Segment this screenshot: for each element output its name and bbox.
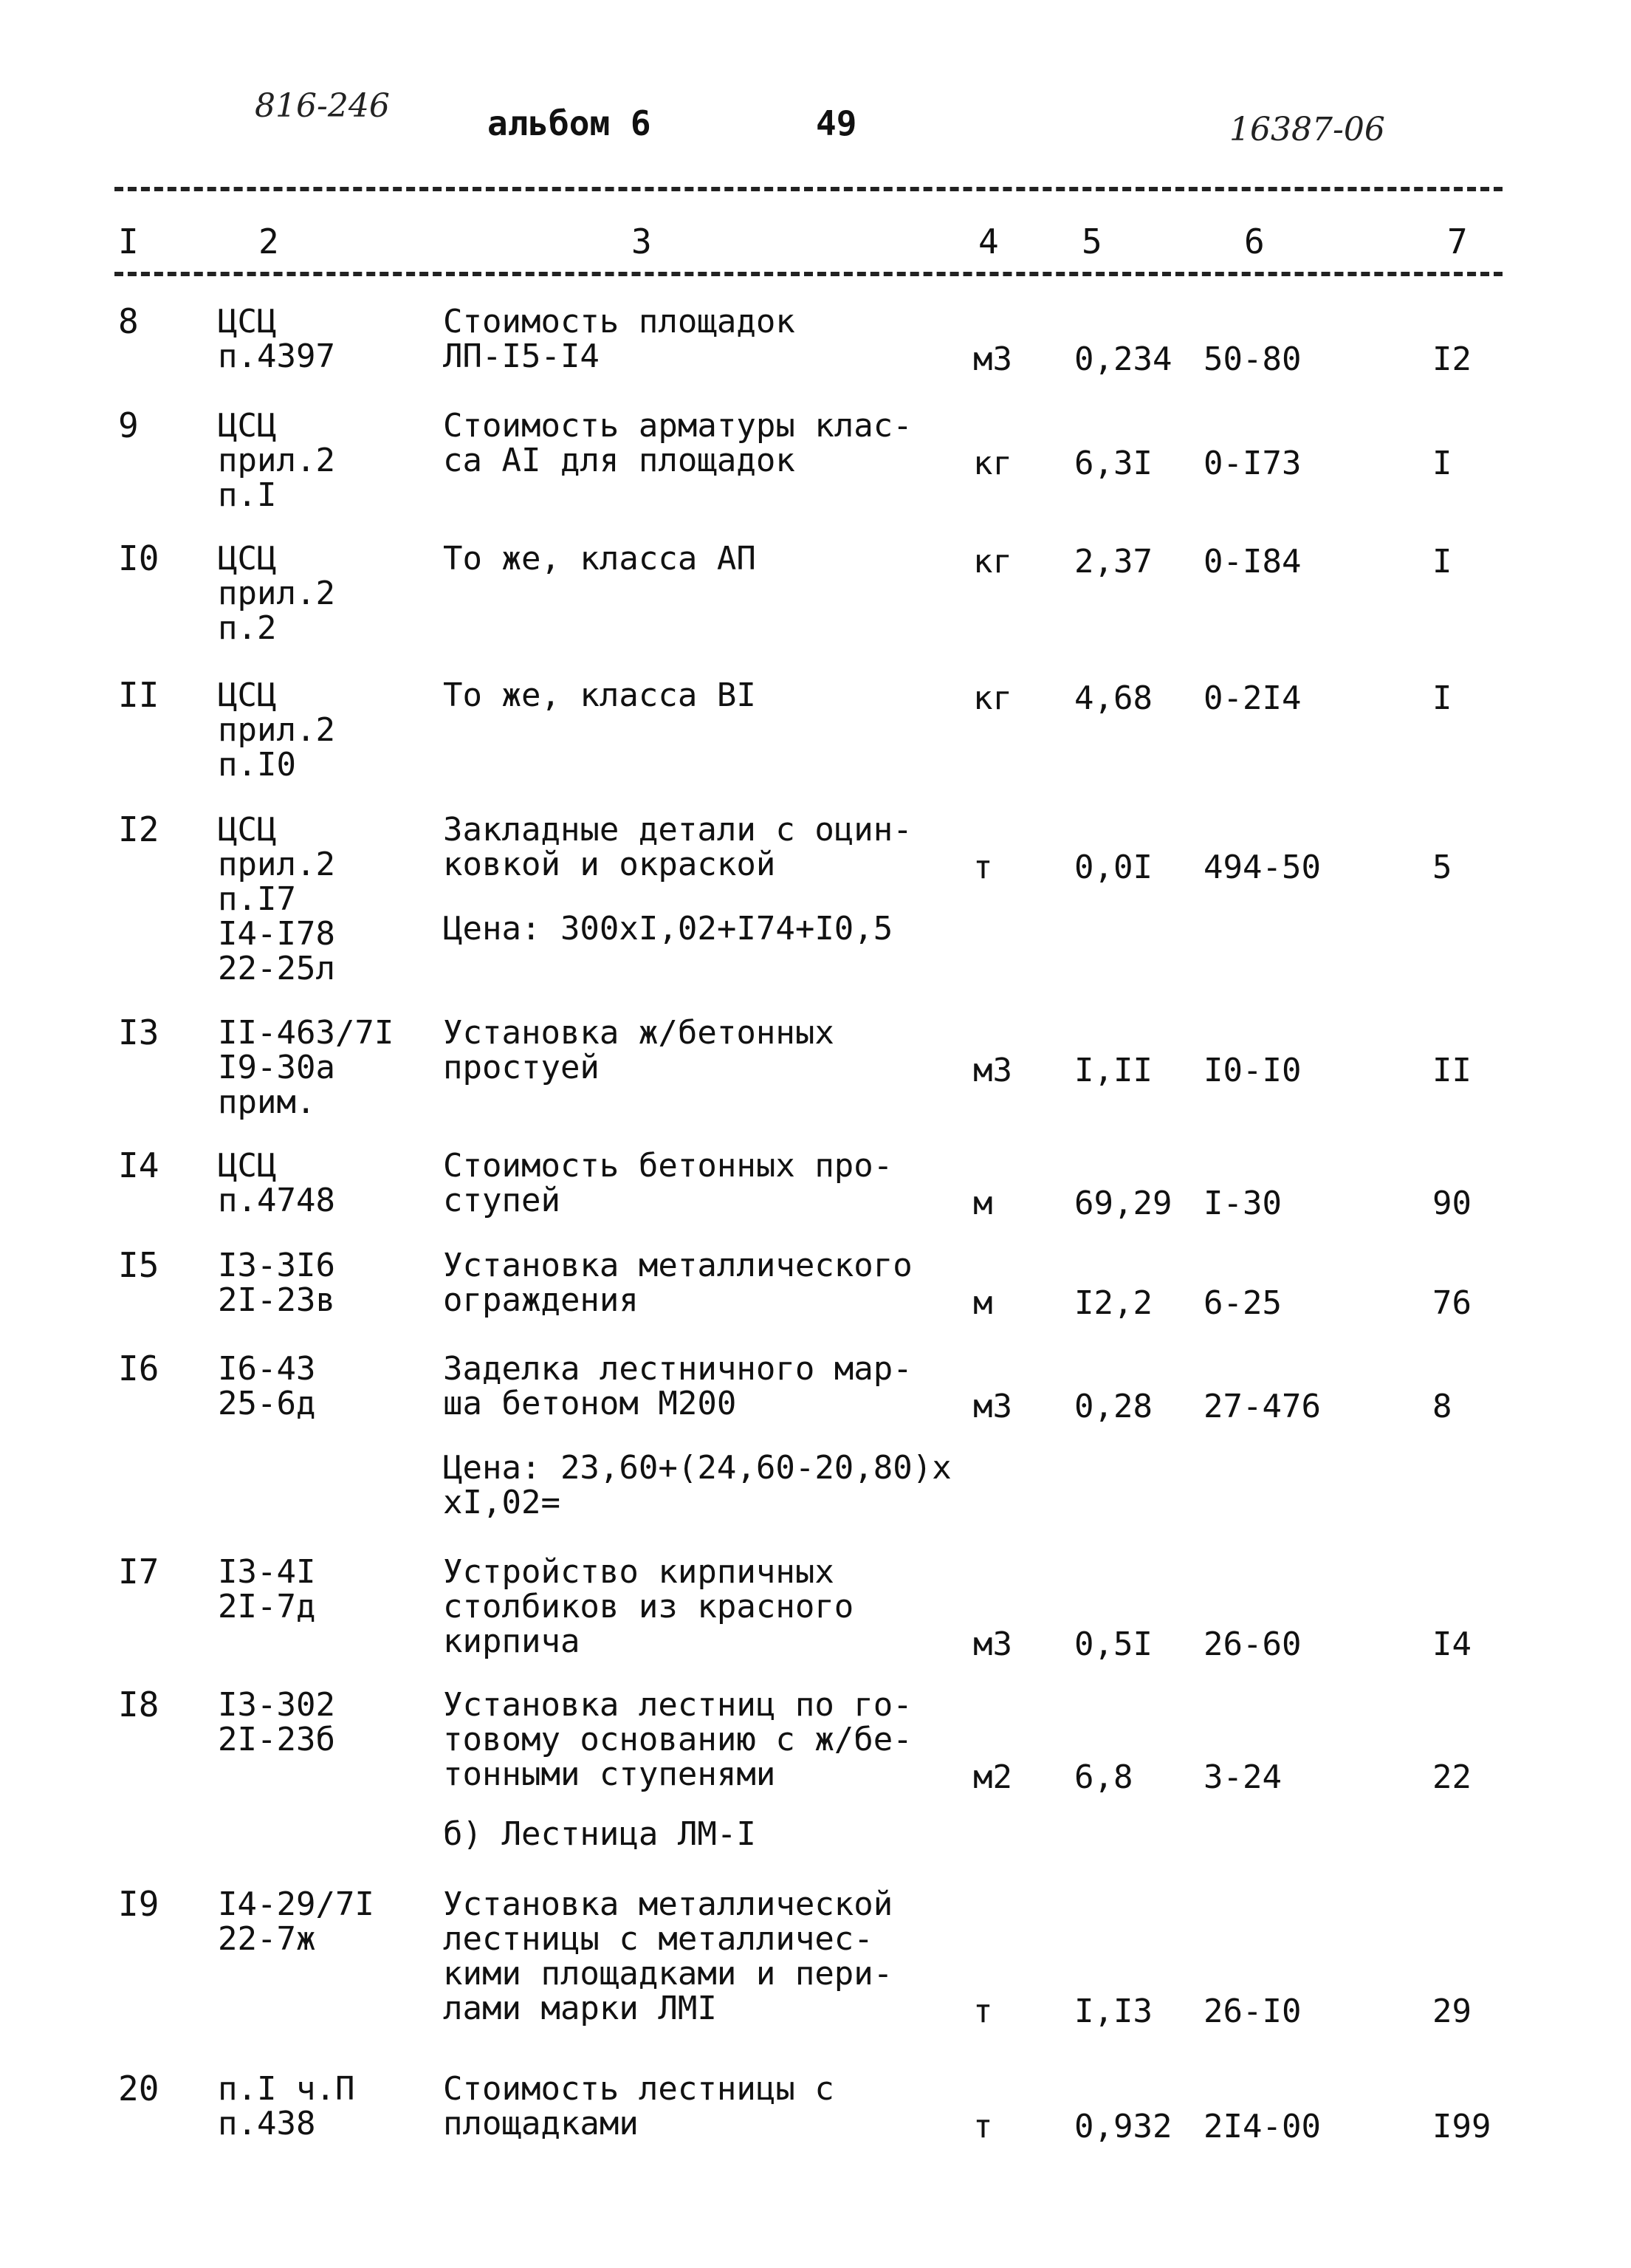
row-description: Установка металлического ограждения [443, 1247, 913, 1319]
row-description: Стоимость бетонных про- ступей [443, 1147, 893, 1219]
row-unit: т [973, 2108, 993, 2145]
row-unit: м [973, 1185, 993, 1222]
row-unit-price: 6-25 [1203, 1284, 1282, 1322]
row-number: I0 [118, 538, 159, 578]
row-total: II [1432, 1052, 1472, 1089]
row-number: 20 [118, 2069, 159, 2108]
row-unit: м [973, 1284, 993, 1322]
row-code: ЦСЦ прил.2 п.I [218, 407, 335, 514]
row-quantity: 0,0I [1074, 849, 1153, 886]
row-total: I99 [1432, 2108, 1491, 2145]
row-code: I3-302 2I-23б [218, 1686, 335, 1758]
row-code: I3-4I 2I-7д [218, 1553, 316, 1625]
row-number: I6 [118, 1349, 159, 1388]
col-header-7: 7 [1447, 222, 1468, 261]
row-description: Установка лестниц по го- товому основанию с ж/бе- тонными ступенями [443, 1686, 913, 1793]
row-code: п.I ч.П п.438 [218, 2070, 355, 2142]
row-quantity: 0,932 [1074, 2108, 1172, 2145]
row-unit-price: 3-24 [1203, 1758, 1282, 1796]
section-heading: б) Лестница ЛМ-I [443, 1815, 756, 1853]
row-description: Заделка лестничного мар- ша бетоном М200 [443, 1350, 913, 1422]
row-description: Установка ж/бетонных простуей [443, 1014, 834, 1086]
row-unit: т [973, 849, 993, 886]
row-code: ЦСЦ п.4397 [218, 303, 335, 375]
row-description: Стоимость площадок ЛП-I5-I4 [443, 303, 795, 375]
col-header-5: 5 [1082, 222, 1102, 261]
row-number: 8 [118, 301, 139, 341]
row-total: 90 [1432, 1185, 1472, 1222]
row-total: 22 [1432, 1758, 1472, 1796]
row-description: Стоимость арматуры клас- са AI для площадок [443, 407, 913, 479]
row-quantity: 0,5I [1074, 1625, 1153, 1663]
row-unit: кг [973, 445, 1012, 482]
row-description: Закладные детали с оцин- ковкой и окраской [443, 811, 913, 883]
row-code: ЦСЦ прил.2 п.I0 [218, 676, 335, 784]
row-unit-price: 50-80 [1203, 340, 1302, 378]
row-unit-price: I0-I0 [1203, 1052, 1302, 1089]
col-header-1: I [118, 222, 139, 261]
row-code: ЦСЦ прил.2 п.2 [218, 540, 335, 647]
row-code: I3-3I6 2I-23в [218, 1247, 335, 1319]
col-header-3: 3 [631, 222, 652, 261]
col-header-2: 2 [258, 222, 279, 261]
row-unit: кг [973, 543, 1012, 580]
row-code: I6-43 25-6д [218, 1350, 316, 1422]
row-number: I8 [118, 1685, 159, 1724]
row-quantity: 0,28 [1074, 1388, 1153, 1425]
col-header-4: 4 [978, 222, 999, 261]
row-unit: т [973, 1993, 993, 2030]
row-description: То же, класса BI [443, 676, 756, 714]
row-price-note: Цена: 23,60+(24,60-20,80)х хI,02= [443, 1449, 952, 1521]
row-unit-price: 494-50 [1203, 849, 1321, 886]
row-description: Стоимость лестницы с площадками [443, 2070, 834, 2142]
row-unit-price: 26-60 [1203, 1625, 1302, 1663]
header-dashed-rule [114, 272, 1503, 276]
row-description: Установка металлической лестницы с металличес- кими площадками и пери- лами марки ЛМI [443, 1885, 893, 2027]
handwritten-code-left: 816-246 [255, 87, 390, 125]
row-total: 76 [1432, 1284, 1472, 1322]
row-code: ЦСЦ п.4748 [218, 1147, 335, 1219]
row-price-note: Цена: 300хI,02+I74+I0,5 [443, 910, 893, 948]
row-quantity: I,I3 [1074, 1993, 1153, 2030]
row-total: 5 [1432, 849, 1452, 886]
row-number: I5 [118, 1245, 159, 1285]
row-total: I [1432, 543, 1452, 580]
row-number: I2 [118, 809, 159, 849]
row-description: То же, класса АП [443, 540, 756, 578]
row-unit-price: 0-2I4 [1203, 679, 1302, 717]
row-unit: м3 [973, 1388, 1012, 1425]
col-header-6: 6 [1244, 222, 1265, 261]
handwritten-code-right: 16387-06 [1229, 111, 1385, 148]
row-unit: м3 [973, 1052, 1012, 1089]
row-unit-price: 0-I84 [1203, 543, 1302, 580]
row-unit-price: 27-476 [1203, 1388, 1321, 1425]
page-number: 49 [816, 103, 857, 143]
row-code: ЦСЦ прил.2 п.I7 I4-I78 22-25л [218, 811, 335, 987]
row-number: I7 [118, 1552, 159, 1592]
row-number: I3 [118, 1013, 159, 1052]
row-number: II [118, 675, 159, 715]
row-total: 8 [1432, 1388, 1452, 1425]
row-quantity: 69,29 [1074, 1185, 1172, 1222]
top-dashed-rule [114, 187, 1503, 191]
row-unit: м2 [973, 1758, 1012, 1796]
row-unit: м3 [973, 340, 1012, 378]
row-total: I [1432, 679, 1452, 717]
row-code: II-463/7I I9-30а прим. [218, 1014, 394, 1121]
row-unit-price: 0-I73 [1203, 445, 1302, 482]
row-quantity: 2,37 [1074, 543, 1153, 580]
row-code: I4-29/7I 22-7ж [218, 1885, 374, 1958]
row-unit: м3 [973, 1625, 1012, 1663]
row-unit-price: I-30 [1203, 1185, 1282, 1222]
row-quantity: 6,8 [1074, 1758, 1133, 1796]
row-unit-price: 2I4-00 [1203, 2108, 1321, 2145]
row-unit: кг [973, 679, 1012, 717]
row-number: I9 [118, 1884, 159, 1924]
row-number: I4 [118, 1145, 159, 1185]
row-total: 29 [1432, 1993, 1472, 2030]
row-description: Устройство кирпичных столбиков из красного кирпича [443, 1553, 854, 1660]
row-total: I [1432, 445, 1452, 482]
row-quantity: 6,3I [1074, 445, 1153, 482]
row-quantity: I,II [1074, 1052, 1153, 1089]
album-label: альбом 6 [487, 103, 651, 143]
row-quantity: I2,2 [1074, 1284, 1153, 1322]
row-unit-price: 26-I0 [1203, 1993, 1302, 2030]
row-quantity: 4,68 [1074, 679, 1153, 717]
row-total: I2 [1432, 340, 1472, 378]
row-number: 9 [118, 405, 139, 445]
row-quantity: 0,234 [1074, 340, 1172, 378]
row-total: I4 [1432, 1625, 1472, 1663]
